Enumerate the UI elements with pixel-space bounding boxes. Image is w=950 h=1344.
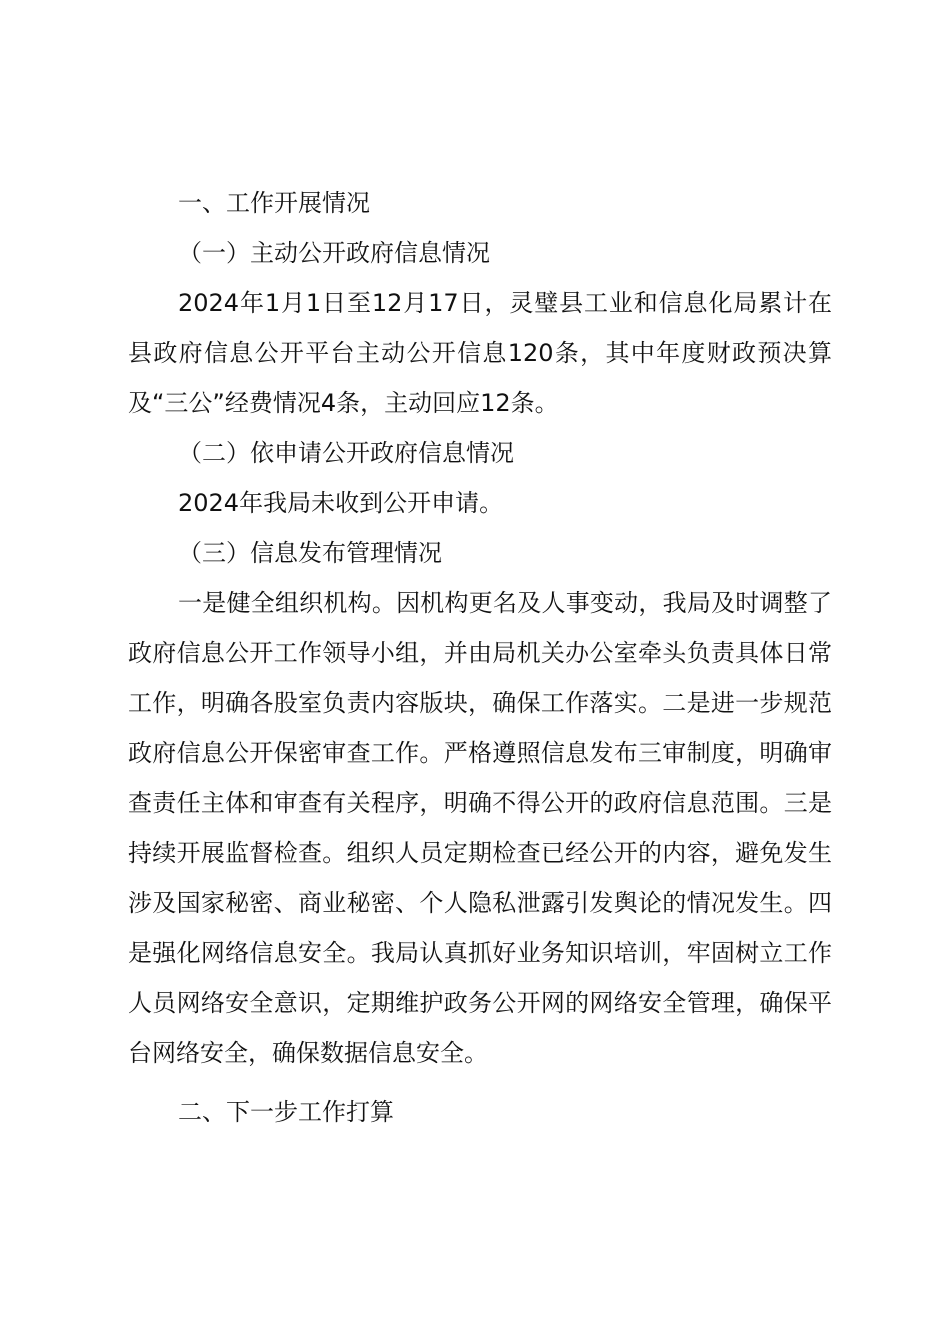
- section-heading-2: 二、下一步工作打算: [178, 1098, 394, 1126]
- document-body: [128, 178, 832, 1137]
- section-heading-1: 一、工作开展情况: [178, 189, 370, 217]
- paragraph-information-management: 一是健全组织机构。因机构更名及人事变动，我局及时调整了政府信息公开工作领导小组，并由局机关办公室牵头负责具体日常工作，明确各股室负责内容版块，确保工作落实。二是进一步规范政府信息公开保密审查工作。严格遵照信息发布三审制度，明确审查责任主体和审查有关程序，明确不得公开的政府信息范围。三是持续开展监督检查。组织人员定期检查已经公开的内容，避免发生涉及国家秘密、商业秘密、个人隐私泄露引发舆论的情况发生。四是强化网络信息安全。我局认真抓好业务知识培训，牢固树立工作人员网络安全意识，定期维护政务公开网的网络安全管理，确保平台网络安全，确保数据信息安全。: [128, 589, 832, 1067]
- paragraph-active-disclosure: 2024年1月1日至12月17日，灵璧县工业和信息化局累计在县政府信息公开平台主动公开信息120条，其中年度财政预决算及“三公”经费情况4条，主动回应12条。: [128, 289, 832, 417]
- subsection-heading-2: （二）依申请公开政府信息情况: [178, 439, 514, 467]
- subsection-heading-1: （一）主动公开政府信息情况: [178, 239, 490, 267]
- paragraph-application-disclosure: 2024年我局未收到公开申请。: [178, 489, 504, 517]
- subsection-heading-3: （三）信息发布管理情况: [178, 539, 442, 567]
